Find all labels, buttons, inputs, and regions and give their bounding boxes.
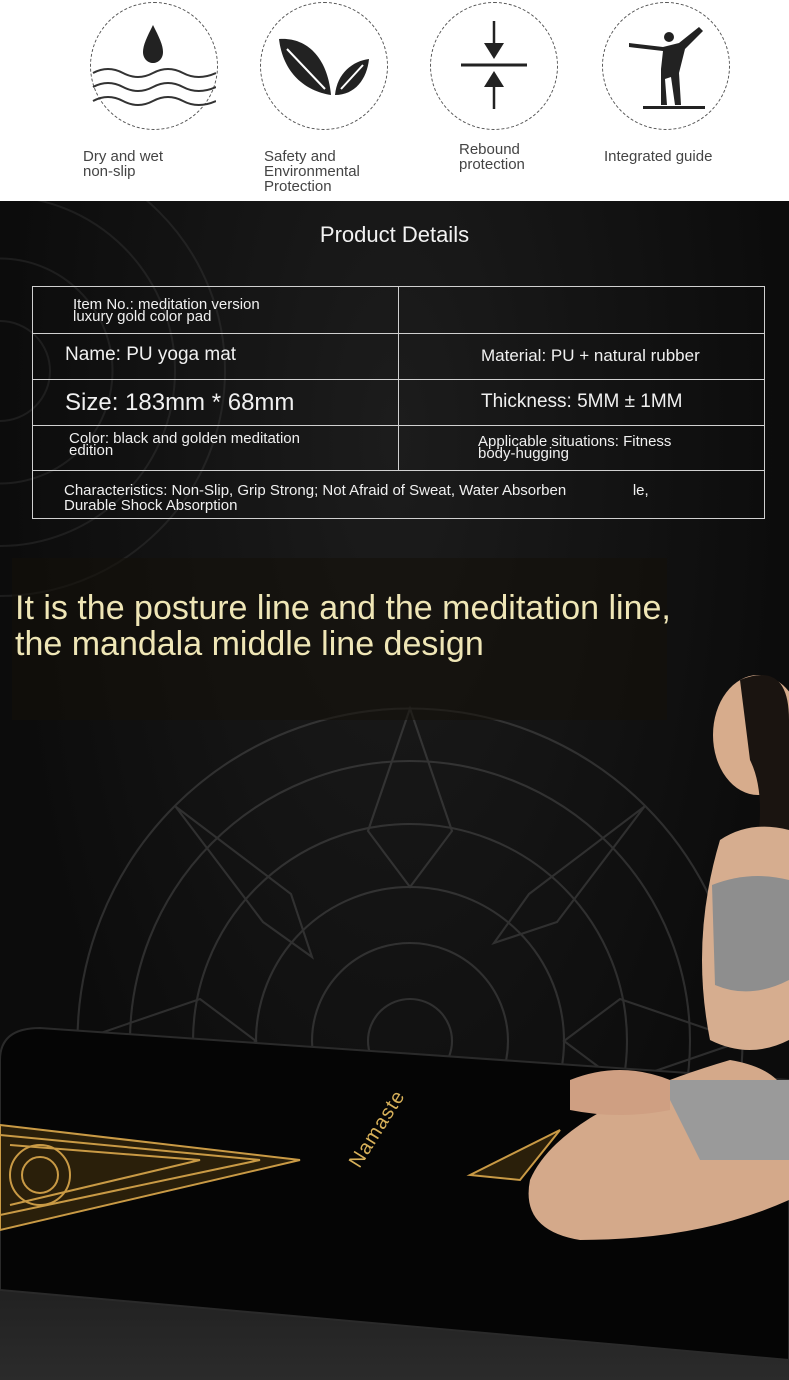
spec-color: Color: black and golden meditation edition <box>69 430 300 459</box>
leaf-icon <box>261 3 386 128</box>
feature-circle <box>602 2 730 130</box>
feature-dry-wet <box>70 0 240 201</box>
spec-size: Size: 183mm * 68mm <box>65 389 295 416</box>
feature-label: Integrated guide <box>604 148 713 165</box>
section-title: Product Details <box>319 222 470 247</box>
features-strip <box>0 0 789 201</box>
feature-safety <box>240 0 410 201</box>
feature-rebound <box>410 0 580 201</box>
tagline-text: It is the posture line and the meditation line, the mandala middle line design <box>15 589 671 663</box>
feature-circle <box>90 2 218 130</box>
spec-material: Material: PU + natural rubber <box>481 346 700 365</box>
feature-label: Safety and Environmental Protection <box>264 148 360 195</box>
meditating-woman <box>500 640 789 1280</box>
table-divider <box>33 470 764 471</box>
feature-circle <box>260 2 388 130</box>
spec-name: Name: PU yoga mat <box>65 344 237 365</box>
water-drop-icon <box>91 3 216 128</box>
spec-item-no: Item No.: meditation version luxury gold color pad <box>73 296 260 325</box>
spec-applicable: Applicable situations: Fitness body-hugging <box>478 433 672 462</box>
feature-label: Rebound protection <box>459 141 525 173</box>
feature-guide <box>582 0 752 201</box>
table-divider <box>398 287 399 470</box>
mat-logo-text: Namaste <box>345 1086 410 1172</box>
product-details-table <box>32 286 765 519</box>
spec-characteristics: Characteristics: Non-Slip, Grip Strong; Not Afraid of Sweat, Water Absorben le, Durable Shock Absorption <box>64 482 649 514</box>
compress-arrows-icon <box>431 3 556 128</box>
yoga-pose-icon <box>603 3 728 128</box>
feature-circle <box>430 2 558 130</box>
spec-thickness: Thickness: 5MM ± 1MM <box>481 391 683 412</box>
feature-label: Dry and wet non-slip <box>83 148 164 180</box>
